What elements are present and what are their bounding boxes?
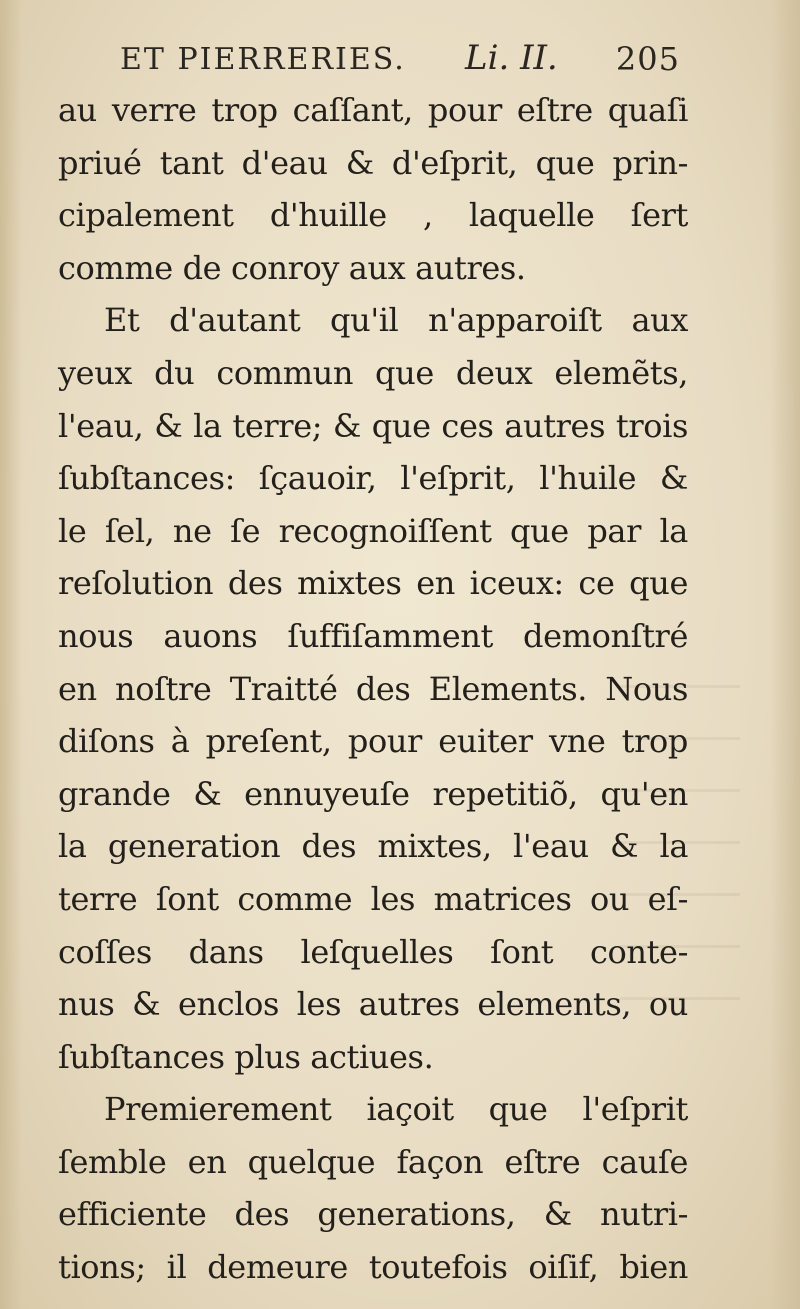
text-line: nus & enclos les autres elements, ou [58, 985, 688, 1024]
text-line: au verre trop caſſant, pour eſtre quaſi [58, 91, 688, 129]
paragraph-start-line: Et d'autant qu'il n'apparoiſt aux [104, 301, 688, 340]
text-line: l'eau, & la terre; & que ces autres trois [58, 406, 688, 445]
text-line: en noſtre Traitté des Elements. Nous [58, 669, 688, 708]
running-title: ET PIERRERIES. [120, 42, 406, 77]
page-header [120, 34, 680, 82]
text-line: cipalement d'huille , laquelle ſert [58, 196, 688, 235]
text-line: yeux du commun que deux elemẽts, [58, 353, 688, 392]
text-line: diſons à preſent, pour euiter vne trop [58, 722, 688, 761]
text-line: comme de conroy aux autres. [58, 248, 526, 287]
text-line: le ſel, ne ſe recognoiſſent que par la [58, 511, 688, 550]
paragraph-start-line: Premierement iaçoit que l'eſprit [104, 1090, 688, 1129]
text-line: la generation des mixtes, l'eau & la [58, 827, 688, 866]
text-line: grande & ennuyeuſe repetitiõ, qu'en [58, 774, 688, 813]
text-line: priué tant d'eau & d'eſprit, que prin- [58, 143, 688, 182]
text-line: terre ſont comme les matrices ou eſ- [58, 879, 688, 918]
body-text [58, 84, 688, 1294]
text-line: efficiente des generations, & nutri- [58, 1195, 688, 1234]
text-line: ſemble en quelque façon eſtre cauſe [58, 1142, 688, 1181]
text-line: reſolution des mixtes en iceux: ce que [58, 564, 688, 603]
book-reference: Li. II. [465, 38, 558, 78]
text-line: nous auons ſuffiſamment demonſtré [58, 616, 688, 655]
text-line: ſubſtances plus actiues. [58, 1037, 434, 1076]
text-line: coſſes dans leſquelles ſont conte- [58, 932, 688, 971]
text-line: ſubſtances: ſçauoir, l'eſprit, l'huile & [58, 459, 688, 498]
text-line: tions; il demeure toutefois oiſif, bien [58, 1248, 688, 1287]
page-number: 205 [615, 40, 680, 78]
